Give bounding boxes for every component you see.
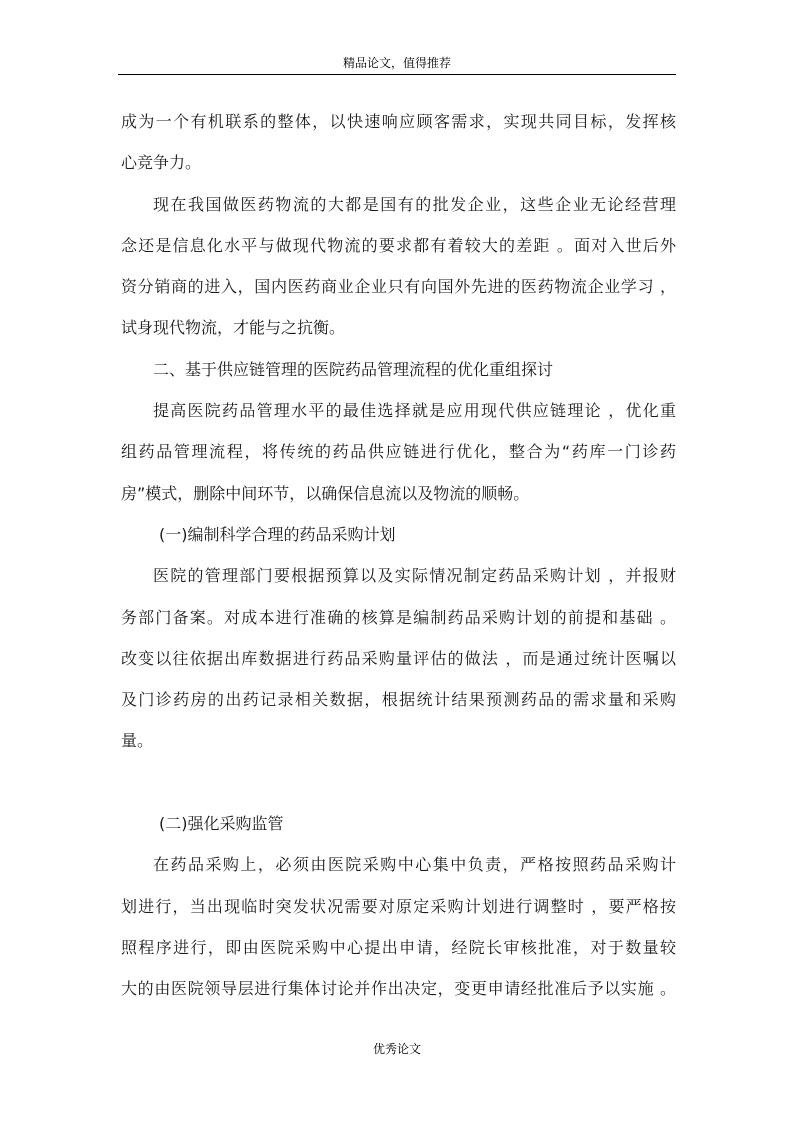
text-line: 试身现代物流，才能与之抗衡。 <box>121 318 346 338</box>
footer-text: 优秀论文 <box>372 1042 421 1056</box>
text-line: 提高医院药品管理水平的最佳选择就是应用现代供应链理论 ，优化重 <box>153 401 676 421</box>
text-line: 划进行，当出现临时突发状况需要对原定采购计划进行调整时 ，要严格按 <box>121 896 676 916</box>
text-line: 心竞争力。 <box>121 153 202 173</box>
paragraph <box>121 390 676 514</box>
section-heading: 二、基于供应链管理的医院药品管理流程的优化重组探讨 <box>153 359 554 379</box>
page-footer <box>0 1042 794 1056</box>
blank-line <box>121 762 676 803</box>
text-line: 量。 <box>121 731 154 751</box>
text-line: 组药品管理流程，将传统的药品供应链进行优化，整合为“药库一门诊药 <box>121 442 676 462</box>
page-header <box>118 56 676 75</box>
text-line: 资分销商的进入，国内医药商业企业只有向国外先进的医药物流企业学习 ， <box>121 277 676 297</box>
subsection-heading: (一)编制科学合理的药品采购计划 <box>159 524 396 544</box>
paragraph <box>121 184 676 349</box>
text-line: 在药品采购上，必须由医院采购中心集中负责，严格按照药品采购计 <box>153 855 676 875</box>
text-line: 改变以往依据出库数据进行药品采购量评估的做法 ，而是通过统计医嘱以 <box>121 648 676 668</box>
paragraph <box>121 555 676 761</box>
text-line: 医院的管理部门要根据预算以及实际情况制定药品采购计划 ，并报财 <box>153 566 676 586</box>
text-line: 大的由医院领导层进行集体讨论并作出决定，变更申请经批准后予以实施 。 <box>121 979 676 999</box>
text-line: 现在我国做医药物流的大都是国有的批发企业，这些企业无论经营理 <box>153 194 676 214</box>
paragraph <box>121 844 676 1009</box>
text-line: 念还是信息化水平与做现代物流的要求都有着较大的差距 。面对入世后外 <box>121 235 676 255</box>
subsection-heading: (二)强化采购监管 <box>159 814 284 834</box>
text-line: 及门诊药房的出药记录相关数据，根据统计结果预测药品的需求量和采购 <box>121 690 676 710</box>
header-text: 精品论文，值得推荐 <box>342 56 451 70</box>
paragraph <box>121 101 676 184</box>
text-line: 成为一个有机联系的整体，以快速响应顾客需求，实现共同目标，发挥核 <box>121 112 676 131</box>
text-line: 务部门备案。对成本进行准确的核算是编制药品采购计划的前提和基础 。 <box>121 607 676 627</box>
text-line: 照程序进行，即由医院采购中心提出申请，经院长审核批准，对于数量较 <box>121 937 676 957</box>
text-line: 房”模式，删除中间环节，以确保信息流以及物流的顺畅。 <box>121 483 530 503</box>
document-body <box>121 101 676 1010</box>
